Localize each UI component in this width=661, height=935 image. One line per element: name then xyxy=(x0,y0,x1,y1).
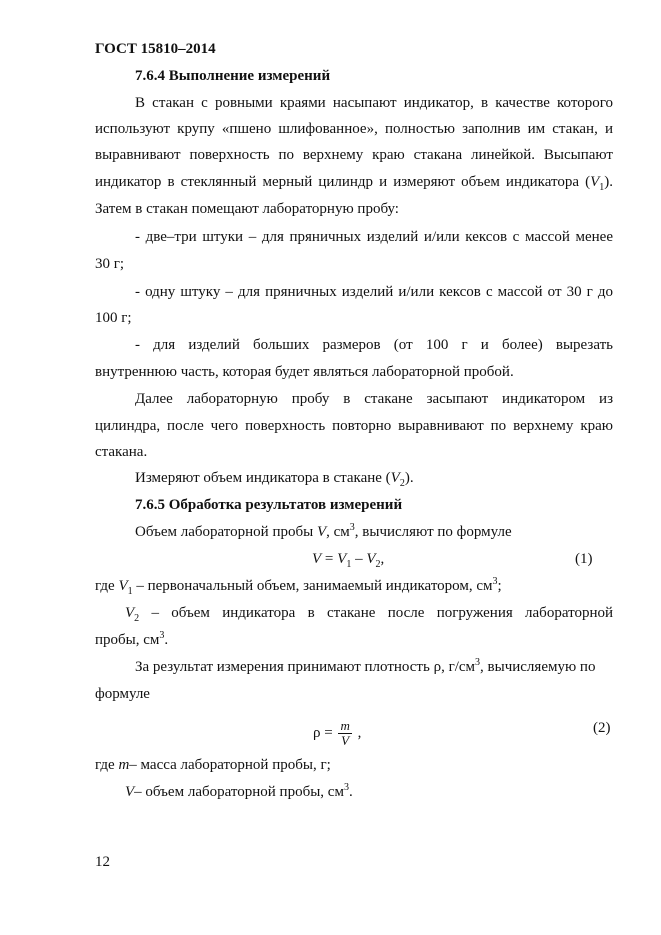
where-line: $V_2$ – объем индикатора в стакане после погружения лабораторной xyxy=(125,605,613,624)
paragraph-line: используют крупу «пшено шлифованное», полностью заполнив им стакан, и xyxy=(95,121,613,137)
where-line: где $V_1$ – первоначальный объем, занимаемый индикатором, $см^3$; xyxy=(95,576,502,597)
list-item: - одну штуку – для пряничных изделий и/или кексов с массой от 30 г до xyxy=(135,284,613,300)
formula-number: (1) xyxy=(575,551,593,567)
paragraph-line: Далее лабораторную пробу в стакане засыпают индикатором из xyxy=(135,391,613,407)
section-heading-7-6-5: 7.6.5 Обработка результатов измерений xyxy=(135,497,403,513)
fraction: $\frac{m}{V}$ xyxy=(340,718,350,749)
formula-1: $V = V_1 - V_2$, xyxy=(312,551,385,570)
paragraph-line: формуле xyxy=(95,686,150,702)
paragraph-line: индикатор в стеклянный мерный цилиндр и измеряют объем индикатора $(V_1)$. xyxy=(95,174,613,193)
page-number: 12 xyxy=(95,854,110,870)
paragraph-line: выравнивают поверхность по верхнему краю стакана линейкой. Высыпают xyxy=(95,147,613,163)
list-item: - для изделий больших размеров (от 100 г и более) вырезать xyxy=(135,337,613,353)
list-item-continuation: 100 г; xyxy=(95,310,132,326)
paragraph-line: стакана. xyxy=(95,444,148,460)
list-item-continuation: внутреннюю часть, которая будет являться лабораторной пробой. xyxy=(95,364,514,380)
document-code: ГОСТ 15810–2014 xyxy=(95,41,216,57)
paragraph-line: цилиндра, после чего поверхность повторно выравнивают по верхнему краю xyxy=(95,418,613,434)
formula-number: (2) xyxy=(593,720,611,736)
where-line: где m– масса лабораторной пробы, г; xyxy=(95,757,331,773)
paragraph-line: Затем в стакан помещают лабораторную пробу: xyxy=(95,201,399,217)
paragraph-line: Объем лабораторной пробы V, $см^3$, вычисляют по формуле xyxy=(135,522,512,540)
paragraph-line: В стакан с ровными краями насыпают индикатор, в качестве которого xyxy=(135,95,613,111)
list-item-continuation: 30 г; xyxy=(95,256,125,272)
formula-2: ρ = $\frac{m}{V}$ , xyxy=(313,718,362,749)
section-heading-7-6-4: 7.6.4 Выполнение измерений xyxy=(135,68,331,84)
list-item: - две–три штуки – для пряничных изделий и/или кексов с массой менее xyxy=(135,229,613,245)
where-line-continuation: пробы, $см^3$. xyxy=(95,630,169,648)
paragraph-line: Измеряют объем индикатора в стакане $(V_2)$. xyxy=(135,470,414,489)
paragraph-line: За результат измерения принимают плотность ρ, $г/см^3$, вычисляемую по xyxy=(135,657,596,675)
where-line: V– объем лабораторной пробы, $см^3$. xyxy=(125,782,353,800)
